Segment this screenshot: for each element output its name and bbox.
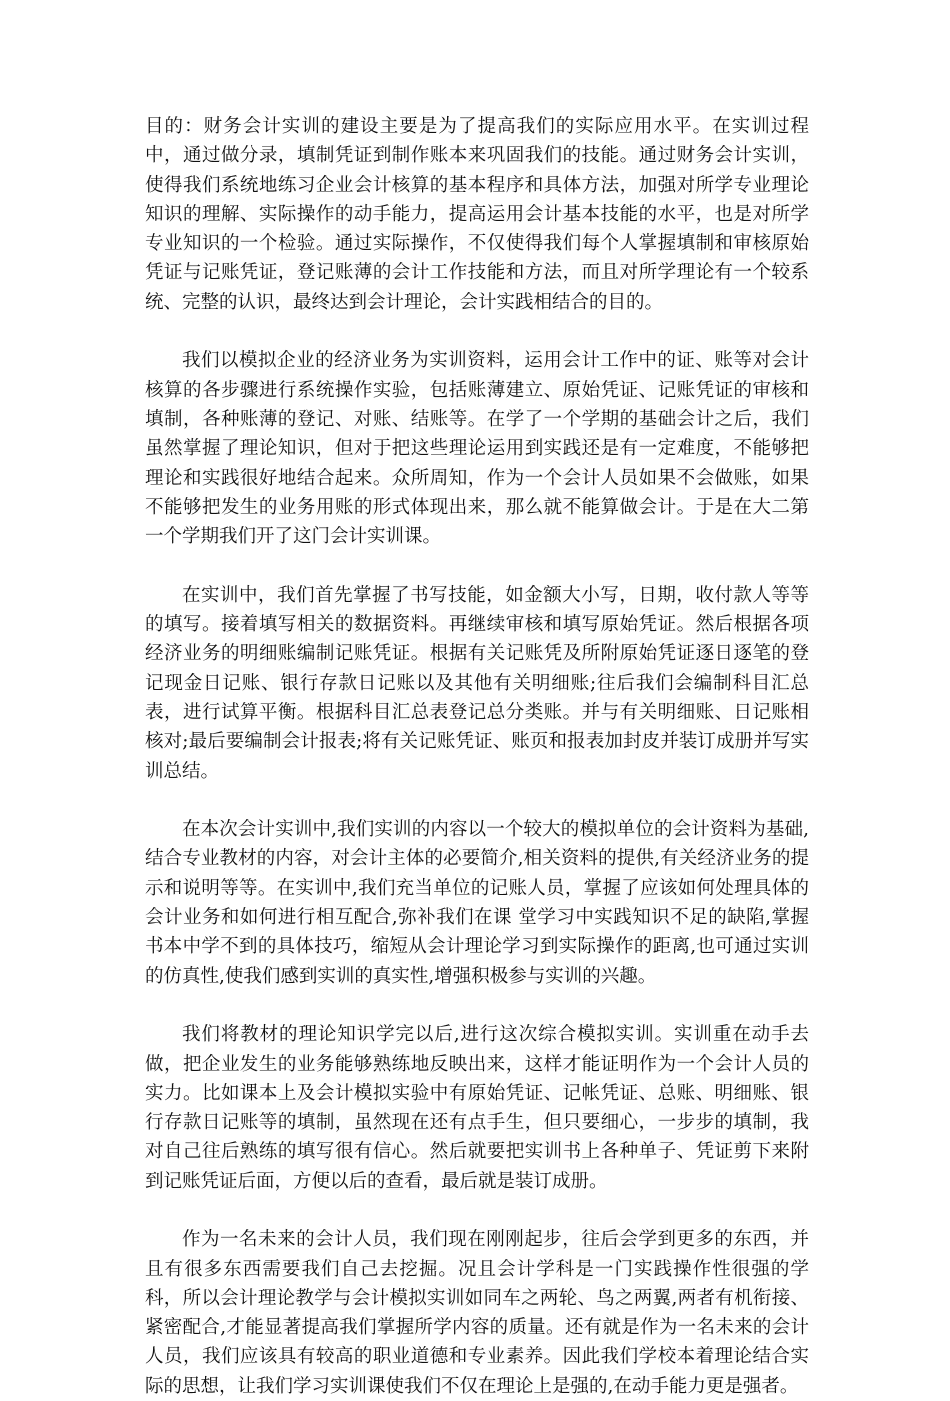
paragraph-comprehensive-training: 我们将教材的理论知识学完以后,进行这次综合模拟实训。实训重在动手去做，把企业发生的业务能够熟练地反映出来，这样才能证明作为一个会计人员的实力。比如课本上及会计模拟实验中有原始凭证、记帐凭证、总账、明细账、银行存款日记账等的填制，虽然现在还有点手生，但只要细心，一步步的填制，我对自己往后熟练的填写很有信心。然后就要把实训书上各种单子、凭证剪下来附到记账凭证后面，方便以后的查看，最后就是装订成册。 [145,1024,809,1192]
paragraph-simulation: 我们以模拟企业的经济业务为实训资料，运用会计工作中的证、账等对会计核算的各步骤进行系统操作实验，包括账薄建立、原始凭证、记账凭证的审核和填制，各种账薄的登记、对账、结账等。在学了一个学期的基础会计之后，我们虽然掌握了理论知识，但对于把这些理论运用到实践还是有一定难度，不能够把理论和实践很好地结合起来。众所周知，作为一个会计人员如果不会做账，如果不能够把发生的业务用账的形式体现出来，那么就不能算做会计。于是在大二第一个学期我们开了这门会计实训课。 [145,350,809,548]
paragraph-training-steps: 在实训中，我们首先掌握了书写技能，如金额大小写，日期，收付款人等等的填写。接着填写相关的数据资料。再继续审核和填写原始凭证。然后根据各项经济业务的明细账编制记账凭证。根据有关记账凭及所附原始凭证逐日逐笔的登记现金日记账、银行存款日记账以及其他有关明细账;往后我们会编制科目汇总表，进行试算平衡。根据科目汇总表登记总分类账。并与有关明细账、日记账相核对;最后要编制会计报表;将有关记账凭证、账页和报表加封皮并装订成册并写实训总结。 [145,584,809,782]
paragraph-future-accountant: 作为一名未来的会计人员，我们现在刚刚起步，往后会学到更多的东西，并且有很多东西需要我们自己去挖掘。况且会计学科是一门实践操作性很强的学科，所以会计理论教学与会计模拟实训如同车之两轮、鸟之两翼,两者有机衔接、紧密配合,才能显著提高我们掌握所学内容的质量。还有就是作为一名未来的会计人员，我们应该具有较高的职业道德和专业素养。因此我们学校本着理论结合实际的思想，让我们学习实训课使我们不仅在理论上是强的,在动手能力更是强者。 [145,1229,809,1397]
paragraph-purpose: 目的：财务会计实训的建设主要是为了提高我们的实际应用水平。在实训过程中，通过做分录，填制凭证到制作账本来巩固我们的技能。通过财务会计实训，使得我们系统地练习企业会计核算的基本程序和具体方法，加强对所学专业理论知识的理解、实际操作的动手能力，提高运用会计基本技能的水平，也是对所学专业知识的一个检验。通过实际操作，不仅使得我们每个人掌握填制和审核原始凭证与记账凭证，登记账薄的会计工作技能和方法，而且对所学理论有一个较系统、完整的认识，最终达到会计理论，会计实践相结合的目的。 [145,116,809,313]
paragraph-training-content: 在本次会计实训中,我们实训的内容以一个较大的模拟单位的会计资料为基础,结合专业教材的内容，对会计主体的必要简介,相关资料的提供,有关经济业务的提示和说明等等。在实训中,我们充当单位的记账人员，掌握了应该如何处理具体的会计业务和如何进行相互配合,弥补我们在课 堂学习中实践知识不足的缺陷,掌握书本中学不到的具体技巧，缩短从会计理论学习到实际操作的距离,也可通过实训的仿真性,使我们感到实训的真实性,增强积极参与实训的兴趣。 [145,819,809,987]
document-page [145,112,809,1401]
